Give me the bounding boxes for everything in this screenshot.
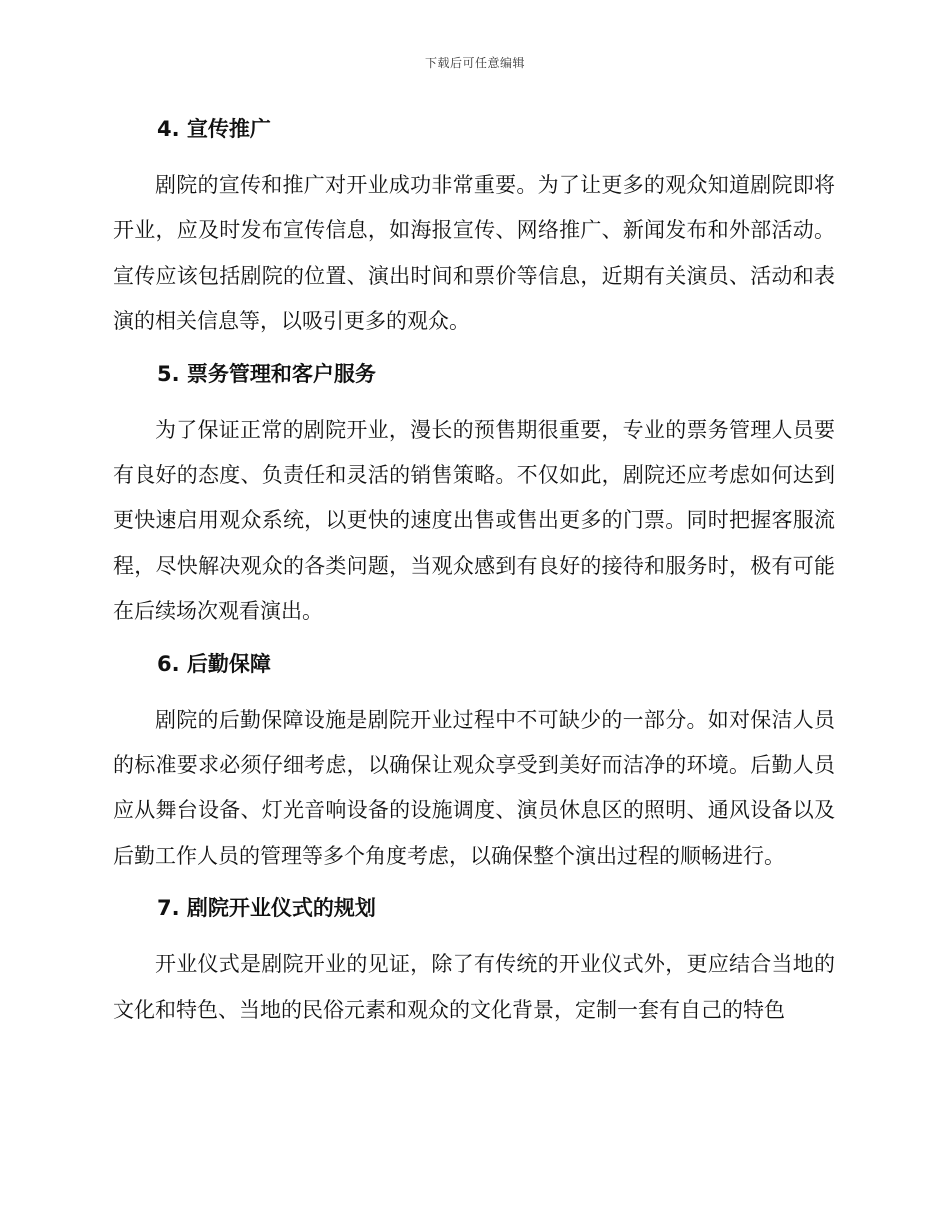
section-paragraph: 开业仪式是剧院开业的见证，除了有传统的开业仪式外，更应结合当地的文化和特色、当地的民俗元素和观众的文化背景，定制一套有自己的特色 [113,952,835,1022]
section-paragraph: 为了保证正常的剧院开业，漫长的预售期很重要，专业的票务管理人员要有良好的态度、负责任和灵活的销售策略。不仅如此，剧院还应考虑如何达到更快速启用观众系统，以更快的速度出售或售出更多的门票。同时把握客服流程，尽快解决观众的各类问题，当观众感到有良好的接待和服务时，极有可能在后续场次观看演出。 [113,417,835,624]
section-4 [113,108,835,353]
section-5 [113,353,835,643]
page-header: 下载后可任意编辑 [424,56,525,70]
document-body [113,108,835,1033]
section-paragraph: 剧院的后勤保障设施是剧院开业过程中不可缺少的一部分。如对保洁人员的标准要求必须仔细考虑，以确保让观众享受到美好而洁净的环境。后勤人员应从舞台设备、灯光音响设备的设施调度、演员休息区的照明、通风设备以及后勤工作人员的管理等多个角度考虑，以确保整个演出过程的顺畅进行。 [113,707,835,868]
section-heading: 7. 剧院开业仪式的规划 [157,896,376,921]
section-heading: 4. 宣传推广 [157,117,271,141]
section-heading: 5. 票务管理和客户服务 [157,361,376,386]
section-6 [113,643,835,888]
section-7 [113,887,835,1033]
section-paragraph: 剧院的宣传和推广对开业成功非常重要。为了让更多的观众知道剧院即将开业，应及时发布宣传信息，如海报宣传、网络推广、新闻发布和外部活动。宣传应该包括剧院的位置、演出时间和票价等信息，近期有关演员、活动和表演的相关信息等，以吸引更多的观众。 [113,173,835,334]
section-heading: 6. 后勤保障 [157,651,271,676]
